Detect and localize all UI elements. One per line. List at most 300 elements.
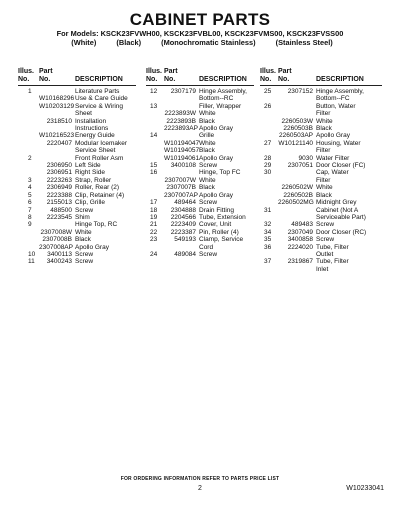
part-row bbox=[18, 244, 136, 251]
part-description: Black bbox=[316, 191, 332, 199]
part-row bbox=[260, 88, 382, 95]
illus-number: 32 bbox=[264, 221, 272, 229]
illus-number: 14 bbox=[150, 132, 158, 140]
parts-column-1 bbox=[18, 68, 136, 266]
part-row bbox=[260, 162, 382, 169]
part-number: 2204566 bbox=[170, 213, 196, 221]
part-number: 488500 bbox=[50, 206, 72, 214]
part-row bbox=[18, 251, 136, 258]
part-number: 2260502MG bbox=[278, 199, 314, 207]
part-description: Filter bbox=[316, 147, 331, 155]
part-description: Apollo Gray bbox=[316, 132, 350, 140]
header-description: DESCRIPTION bbox=[199, 76, 247, 83]
illus-number bbox=[146, 147, 164, 154]
illus-number bbox=[260, 266, 278, 273]
illus-number: 35 bbox=[264, 236, 272, 244]
part-description: Clip, Grille bbox=[75, 199, 105, 207]
illus-number: 8 bbox=[28, 213, 32, 221]
part-row bbox=[18, 199, 136, 206]
illus-number bbox=[260, 110, 278, 117]
part-description: Apollo Gray bbox=[199, 125, 233, 133]
part-number: 2260503B bbox=[283, 125, 313, 133]
part-number: 2307152 bbox=[287, 88, 313, 95]
part-row bbox=[146, 155, 254, 162]
color-stainless: (Stainless Steel) bbox=[275, 38, 333, 47]
part-number: W10168296 bbox=[39, 95, 75, 103]
illus-number bbox=[260, 132, 278, 139]
illus-number bbox=[260, 214, 278, 221]
part-row bbox=[260, 169, 382, 176]
part-number: 2307007AP bbox=[164, 191, 198, 199]
illus-number bbox=[18, 169, 39, 176]
part-description: Filler, Wrapper bbox=[199, 102, 242, 110]
part-description: Outlet bbox=[316, 250, 334, 258]
color-variants bbox=[0, 38, 400, 47]
part-description: Black bbox=[316, 125, 332, 133]
part-description: Bottom--FC bbox=[316, 95, 350, 103]
part-description: Screw bbox=[75, 206, 94, 214]
part-row bbox=[146, 110, 254, 117]
part-number bbox=[278, 147, 316, 154]
part-row bbox=[146, 147, 254, 154]
part-description: Hinge Top, RC bbox=[75, 221, 118, 229]
part-description: Energy Guide bbox=[75, 132, 115, 140]
part-number: 3400243 bbox=[46, 258, 72, 266]
part-row bbox=[260, 214, 382, 221]
illus-number: 19 bbox=[150, 213, 158, 221]
part-number: W10121140 bbox=[278, 139, 313, 147]
part-description: Hinge Assembly, bbox=[316, 88, 364, 95]
parts-column-2 bbox=[146, 68, 254, 258]
part-description: Strap, Roller bbox=[75, 176, 112, 184]
part-number bbox=[278, 95, 316, 102]
header-illus-no: Illus. No. bbox=[146, 68, 162, 83]
illus-number: 11 bbox=[28, 258, 35, 266]
part-description: Black bbox=[199, 147, 215, 155]
illus-number bbox=[18, 236, 39, 243]
part-number: 2307179 bbox=[170, 88, 196, 95]
illus-number bbox=[260, 177, 278, 184]
part-description: Clamp, Service bbox=[199, 236, 244, 244]
part-description: Installation bbox=[75, 117, 107, 125]
part-number bbox=[39, 147, 75, 154]
part-number bbox=[164, 103, 199, 110]
part-number bbox=[39, 110, 75, 117]
illus-number: 30 bbox=[264, 169, 272, 177]
part-number: W10216523 bbox=[39, 132, 75, 140]
illus-number: 22 bbox=[150, 228, 158, 236]
illus-number: 29 bbox=[264, 162, 272, 170]
part-number bbox=[164, 169, 199, 176]
part-row bbox=[146, 251, 254, 258]
part-description: Tube, Extension bbox=[199, 213, 246, 221]
part-row bbox=[260, 229, 382, 236]
part-number: 489483 bbox=[291, 221, 313, 229]
part-row bbox=[18, 236, 136, 243]
part-description: Cap, Water bbox=[316, 169, 349, 177]
illus-number: 23 bbox=[150, 236, 158, 244]
part-number bbox=[39, 88, 75, 95]
header-illus-no: Illus. No. bbox=[18, 68, 34, 83]
part-number: 2307007W bbox=[164, 176, 196, 184]
part-row bbox=[146, 132, 254, 139]
part-number: 2304888 bbox=[170, 206, 196, 214]
part-number: 2223893B bbox=[166, 117, 196, 125]
illus-number: 24 bbox=[150, 250, 158, 258]
part-description: Filter bbox=[316, 110, 331, 118]
part-description: Instructions bbox=[75, 125, 109, 133]
part-row bbox=[146, 177, 254, 184]
part-description: Sheet bbox=[75, 110, 92, 118]
part-row bbox=[18, 88, 136, 95]
part-description: Serviceable Part) bbox=[316, 213, 366, 221]
part-number bbox=[278, 266, 316, 273]
part-row bbox=[146, 229, 254, 236]
part-row bbox=[260, 95, 382, 102]
part-row bbox=[146, 214, 254, 221]
part-description: White bbox=[199, 139, 216, 147]
part-row bbox=[260, 266, 382, 273]
part-description: Roller, Rear (2) bbox=[75, 184, 120, 192]
illus-number: 9 bbox=[28, 221, 32, 229]
illus-number bbox=[146, 244, 164, 251]
illus-number bbox=[18, 244, 39, 251]
part-number: 2223263 bbox=[46, 176, 72, 184]
part-number: 2260502W bbox=[281, 184, 313, 192]
part-number: 3400858 bbox=[287, 236, 313, 244]
part-description: Black bbox=[199, 117, 215, 125]
part-number: 2319867 bbox=[287, 258, 313, 266]
part-description: Screw bbox=[199, 199, 218, 207]
part-row bbox=[18, 258, 136, 265]
part-row bbox=[18, 140, 136, 147]
part-description: Door Closer (FC) bbox=[316, 162, 366, 170]
illus-number: 28 bbox=[264, 154, 272, 162]
part-number: 2223388 bbox=[46, 191, 72, 199]
illus-number bbox=[146, 110, 164, 117]
color-black: (Black) bbox=[116, 38, 142, 47]
part-description: Tube, Filter bbox=[316, 243, 349, 251]
part-description: Filter bbox=[316, 176, 331, 184]
part-description: Screw bbox=[75, 250, 94, 258]
ordering-note: FOR ORDERING INFORMATION REFER TO PARTS PRICE LIST bbox=[120, 476, 280, 482]
part-number: 2260503AP bbox=[279, 132, 313, 140]
part-row bbox=[146, 95, 254, 102]
part-row bbox=[146, 125, 254, 132]
illus-number bbox=[260, 95, 278, 102]
part-description: Screw bbox=[199, 250, 218, 258]
illus-number: 34 bbox=[264, 228, 272, 236]
illus-number bbox=[260, 184, 278, 191]
illus-number bbox=[18, 125, 39, 132]
part-description: Use & Care Guide bbox=[75, 95, 128, 103]
illus-number: 10 bbox=[28, 250, 36, 258]
part-row bbox=[18, 125, 136, 132]
illus-number bbox=[18, 140, 39, 147]
part-number: 2306949 bbox=[46, 184, 72, 192]
part-description: Cabinet (Not A bbox=[316, 206, 359, 214]
page-title: CABINET PARTS bbox=[129, 10, 271, 29]
illus-number: 21 bbox=[150, 221, 158, 229]
part-row bbox=[18, 147, 136, 154]
part-description: Modular Icemaker bbox=[75, 139, 128, 147]
illus-number: 7 bbox=[28, 206, 32, 214]
part-row bbox=[18, 155, 136, 162]
part-description: Apollo Gray bbox=[75, 243, 109, 251]
illus-number bbox=[18, 95, 39, 102]
models-subtitle bbox=[0, 29, 400, 47]
illus-number bbox=[146, 118, 164, 125]
part-row bbox=[146, 244, 254, 251]
part-number bbox=[278, 169, 316, 176]
illus-number bbox=[146, 125, 164, 132]
part-description: White bbox=[316, 184, 333, 192]
part-row bbox=[260, 244, 382, 251]
part-row bbox=[146, 236, 254, 243]
part-description: Screw bbox=[316, 221, 335, 229]
header-part-no: Part No. bbox=[278, 68, 292, 83]
page-number: 2 bbox=[198, 485, 202, 492]
part-row bbox=[260, 155, 382, 162]
part-description: Literature Parts bbox=[75, 88, 120, 95]
part-row bbox=[260, 236, 382, 243]
part-description: Drain Fitting bbox=[199, 206, 235, 214]
part-row bbox=[146, 88, 254, 95]
illus-number bbox=[260, 251, 278, 258]
illus-number bbox=[18, 162, 39, 169]
part-row bbox=[146, 221, 254, 228]
part-description: Cord bbox=[199, 243, 214, 251]
illus-number: 6 bbox=[28, 199, 32, 207]
part-number: W10194057 bbox=[164, 147, 200, 155]
illus-number bbox=[18, 110, 39, 117]
illus-number bbox=[146, 95, 164, 102]
part-row bbox=[260, 132, 382, 139]
part-row bbox=[146, 103, 254, 110]
part-number bbox=[39, 155, 75, 162]
header-description: DESCRIPTION bbox=[316, 76, 364, 83]
illus-number: 15 bbox=[150, 162, 158, 170]
illus-number bbox=[18, 103, 39, 110]
part-description: Black bbox=[75, 236, 91, 244]
part-row bbox=[260, 118, 382, 125]
part-number bbox=[278, 214, 316, 221]
part-number: 489084 bbox=[174, 250, 196, 258]
illus-number bbox=[260, 125, 278, 132]
illus-number bbox=[146, 184, 164, 191]
part-number: 2307008W bbox=[40, 228, 72, 236]
part-description: Apollo Gray bbox=[199, 154, 233, 162]
part-number: 2307049 bbox=[287, 228, 313, 236]
part-row bbox=[18, 214, 136, 221]
part-row bbox=[18, 184, 136, 191]
part-row bbox=[260, 177, 382, 184]
part-description: Grille bbox=[199, 132, 215, 140]
illus-number: 36 bbox=[264, 243, 272, 251]
part-row bbox=[18, 110, 136, 117]
illus-number bbox=[260, 118, 278, 125]
part-number: 2306951 bbox=[46, 169, 72, 177]
part-number: W10194047 bbox=[164, 139, 200, 147]
part-description: Screw bbox=[199, 162, 218, 170]
part-row bbox=[260, 147, 382, 154]
header-part-no: Part No. bbox=[39, 68, 53, 83]
part-description: Clip, Retainer (4) bbox=[75, 191, 125, 199]
part-row bbox=[18, 192, 136, 199]
part-number: 2260503W bbox=[281, 117, 313, 125]
part-number bbox=[164, 132, 199, 139]
part-row bbox=[260, 221, 382, 228]
illus-number bbox=[18, 118, 39, 125]
part-number: 9030 bbox=[298, 154, 313, 162]
part-description: Shim bbox=[75, 213, 90, 221]
part-description: Midnight Grey bbox=[316, 199, 357, 207]
illus-number: 27 bbox=[264, 139, 272, 147]
part-row bbox=[146, 140, 254, 147]
parts-column-3 bbox=[260, 68, 382, 273]
illus-number bbox=[146, 192, 164, 199]
part-number bbox=[278, 177, 316, 184]
part-number: 489464 bbox=[174, 199, 196, 207]
part-row bbox=[18, 118, 136, 125]
part-row bbox=[18, 229, 136, 236]
part-description: Service & Wiring bbox=[75, 102, 124, 110]
illus-number: 37 bbox=[264, 258, 272, 266]
illus-number: 1 bbox=[28, 88, 32, 95]
illus-number bbox=[146, 177, 164, 184]
part-description: Black bbox=[199, 184, 215, 192]
illus-number: 3 bbox=[28, 176, 32, 184]
part-number: 3400113 bbox=[47, 250, 72, 258]
part-description: Left Side bbox=[75, 162, 101, 170]
column-header bbox=[146, 68, 254, 86]
part-description: Service Sheet bbox=[75, 147, 116, 155]
part-description: White bbox=[199, 110, 216, 118]
part-row bbox=[18, 169, 136, 176]
part-number bbox=[278, 103, 316, 110]
part-row bbox=[260, 192, 382, 199]
column-header bbox=[260, 68, 382, 86]
header-illus-no: Illus. No. bbox=[260, 68, 276, 83]
part-number: 3400108 bbox=[170, 162, 196, 170]
part-row bbox=[146, 207, 254, 214]
part-description: Door Closer (RC) bbox=[316, 228, 367, 236]
illus-number bbox=[260, 199, 278, 206]
part-number: 2307008AP bbox=[39, 243, 73, 251]
illus-number: 16 bbox=[150, 169, 158, 177]
part-number: W10203129 bbox=[39, 102, 75, 110]
part-description: Hinge, Top FC bbox=[199, 169, 241, 177]
part-row bbox=[260, 184, 382, 191]
part-row bbox=[18, 103, 136, 110]
illus-number bbox=[260, 192, 278, 199]
part-description: Hinge Assembly, bbox=[199, 88, 247, 95]
part-number: 2223893AP bbox=[164, 125, 198, 133]
part-row bbox=[260, 207, 382, 214]
color-monochromatic: (Monochromatic Stainless) bbox=[161, 38, 256, 47]
column-header bbox=[18, 68, 136, 86]
illus-number bbox=[18, 132, 39, 139]
part-description: Right Side bbox=[75, 169, 105, 177]
part-number: 2155013 bbox=[46, 199, 72, 207]
part-number bbox=[39, 125, 75, 132]
part-description: Button, Water bbox=[316, 102, 356, 110]
illus-number: 26 bbox=[264, 102, 272, 110]
illus-number: 18 bbox=[150, 206, 158, 214]
part-number: 549193 bbox=[174, 236, 196, 244]
part-row bbox=[146, 192, 254, 199]
part-description: Pin, Roller (4) bbox=[199, 228, 239, 236]
part-row bbox=[260, 251, 382, 258]
part-number: 2307051 bbox=[287, 162, 313, 170]
part-description: Screw bbox=[316, 236, 335, 244]
part-number: 2223893W bbox=[164, 110, 196, 118]
part-row bbox=[146, 184, 254, 191]
part-row bbox=[260, 140, 382, 147]
part-number: 2223387 bbox=[170, 228, 196, 236]
models-line: For Models: KSCK23FVWH00, KSCK23FVBL00, KSCK23FVMS00, KSCK23FVSS00 bbox=[56, 29, 344, 38]
part-row bbox=[146, 162, 254, 169]
part-row bbox=[146, 118, 254, 125]
part-description: Front Roller Asm bbox=[75, 154, 124, 162]
part-number bbox=[164, 244, 199, 251]
part-number bbox=[39, 221, 75, 228]
part-row bbox=[260, 110, 382, 117]
part-description: Water Filter bbox=[316, 154, 350, 162]
illus-number: 31 bbox=[264, 206, 272, 214]
part-number: 2224020 bbox=[287, 243, 313, 251]
part-number: 2318510 bbox=[46, 117, 72, 125]
illus-number: 25 bbox=[264, 88, 272, 95]
part-description: White bbox=[199, 176, 216, 184]
part-description: Screw bbox=[75, 258, 94, 266]
part-row bbox=[18, 177, 136, 184]
part-row bbox=[260, 125, 382, 132]
part-row bbox=[260, 199, 382, 206]
part-number bbox=[278, 251, 316, 258]
illus-number: 13 bbox=[150, 102, 158, 110]
illus-number bbox=[18, 229, 39, 236]
part-row bbox=[18, 207, 136, 214]
part-row bbox=[18, 95, 136, 102]
part-number: 2307008B bbox=[42, 236, 72, 244]
part-row bbox=[18, 162, 136, 169]
part-row bbox=[260, 258, 382, 265]
part-description: Tube, Filter bbox=[316, 258, 349, 266]
illus-number: 2 bbox=[28, 154, 32, 162]
header-part-no: Part No. bbox=[164, 68, 178, 83]
illus-number bbox=[260, 147, 278, 154]
part-number: 2223545 bbox=[46, 213, 72, 221]
part-description: White bbox=[316, 117, 333, 125]
part-number: 2260502B bbox=[283, 191, 313, 199]
document-number: W10233041 bbox=[346, 485, 384, 492]
illus-number bbox=[18, 147, 39, 154]
part-row bbox=[146, 199, 254, 206]
part-number: 2307007B bbox=[166, 184, 196, 192]
illus-number: 17 bbox=[150, 199, 158, 207]
part-number bbox=[164, 95, 199, 102]
illus-number: 4 bbox=[28, 184, 32, 192]
part-number: 2223409 bbox=[170, 221, 196, 229]
part-row bbox=[260, 103, 382, 110]
part-description: Housing, Water bbox=[316, 139, 361, 147]
part-description: Inlet bbox=[316, 265, 329, 273]
part-number: W10194061 bbox=[164, 154, 200, 162]
header-description: DESCRIPTION bbox=[75, 76, 123, 83]
illus-number bbox=[146, 155, 164, 162]
part-number bbox=[278, 207, 316, 214]
